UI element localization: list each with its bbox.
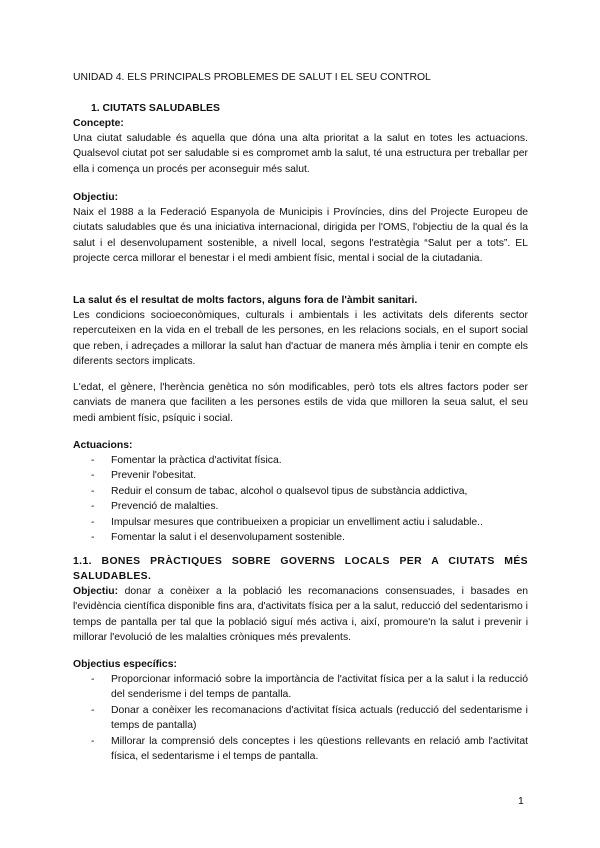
dash-bullet-icon: - <box>91 516 95 528</box>
concept-label: Concepte: <box>73 118 124 129</box>
objective-label: Objectiu: <box>73 192 119 203</box>
dash-bullet-icon: - <box>91 735 95 747</box>
dash-bullet-icon: - <box>91 532 95 544</box>
specific-objectives-label: Objectius específics: <box>73 659 177 670</box>
section-1-1-title: 1.1. BONES PRÀCTIQUES SOBRE GOVERNS LOCALS PER A CIUTATS MÉS SALUDABLES. <box>73 556 528 583</box>
section-1-title: 1. CIUTATS SALUDABLES <box>91 103 220 114</box>
list-item: - Fomentar la salut i el desenvolupament sostenible. <box>91 530 528 545</box>
section-1-1-objective <box>73 584 528 646</box>
list-item: - Millorar la comprensió dels conceptes i les qüestions rellevants en relació amb l'activitat física, el sedentarisme i el temps de pantalla. <box>91 735 528 763</box>
document-header: UNIDAD 4. ELS PRINCIPALS PROBLEMES DE SALUT I EL SEU CONTROL <box>73 72 431 83</box>
dash-bullet-icon: - <box>91 674 95 685</box>
dash-bullet-icon: - <box>91 485 95 497</box>
list-item: - Proporcionar informació sobre la importància de l'activitat física per a la salut i la reducció del senderisme i del temps de pantalla. <box>91 674 528 701</box>
list-item: - Prevenir l'obesitat. <box>91 468 528 483</box>
objective-paragraph: Naix el 1988 a la Federació Espanyola de Municipis i Províncies, dins del Projecte Europeu de ciutats saludables que és una iniciativa internacional, dirigida per l'OMS, l'objectiu de la qual és la salut i el desenvolupament sostenible, a nivell local, segons l'estratègia “Salut per a tots”. EL projecte cerca millorar el benestar i el medi ambient físic, mental i social de la ciutadania. <box>73 207 528 265</box>
actions-label: Actuacions: <box>73 440 133 451</box>
factors-heading: La salut és el resultat de molts factors, alguns fora de l'àmbit sanitari. <box>73 295 418 306</box>
concept-paragraph: Una ciutat saludable és aquella que dóna una alta prioritat a la salut en totes les actuacions. Qualsevol ciutat pot ser saludable si es compromet amb la salut, té una estructura per treballar per ella i comença un procés per aconseguir més salut. <box>73 133 528 175</box>
factors-paragraph-2: L'edat, el gènere, l'herència genètica no són modificables, però tots els altres factors poder ser canviats de manera que faciliten a les persones estils de vida que milloren la seua salut, el seu medi ambient físic, psíquic i social. <box>73 382 528 424</box>
list-item: - Prevenció de malalties. <box>91 499 528 514</box>
page-number: 1 <box>518 796 524 807</box>
dash-bullet-icon: - <box>91 704 95 716</box>
factors-paragraph: Les condicions socioeconòmiques, culturals i ambientals i les activitats dels diferents sector repercuteixen en la vida en el treball de les persones, en les relacions socials, en el suport social que reben, i adreçades a millorar la salut han d'actuar de manera més àmplia i tenir en compte els diferents sectors implicats. <box>73 310 528 368</box>
section-1-1-objective-text: donar a conèixer a la població les recomanacions consensuades, i basades en l'evidència científica disponible fins ara, d'activitats física per a la salut, reducció del sedentarismo i temps de pantalla per tal que la població siguí més activa i, així, promoure'n la salut i prevenir i millorar l'evolució de les malalties cròniques més prevalents. <box>73 586 528 644</box>
list-item: - Impulsar mesures que contribueixen a propiciar un envelliment actiu i saludable.. <box>91 515 528 530</box>
section-1-1-objective-label: Objectiu: <box>73 586 119 597</box>
list-item: - Reduir el consum de tabac, alcohol o qualsevol tipus de substància addictiva, <box>91 484 528 499</box>
dash-bullet-icon: - <box>91 501 95 513</box>
list-item: - Fomentar la pràctica d'activitat física. <box>91 453 528 468</box>
list-item: - Donar a conèixer les recomanacions d'activitat física actuals (reducció del sedentarisme i temps de pantalla) <box>91 704 528 732</box>
actions-list <box>91 453 528 545</box>
dash-bullet-icon: - <box>91 470 95 482</box>
specific-objectives-list <box>91 672 528 764</box>
dash-bullet-icon: - <box>91 455 95 466</box>
